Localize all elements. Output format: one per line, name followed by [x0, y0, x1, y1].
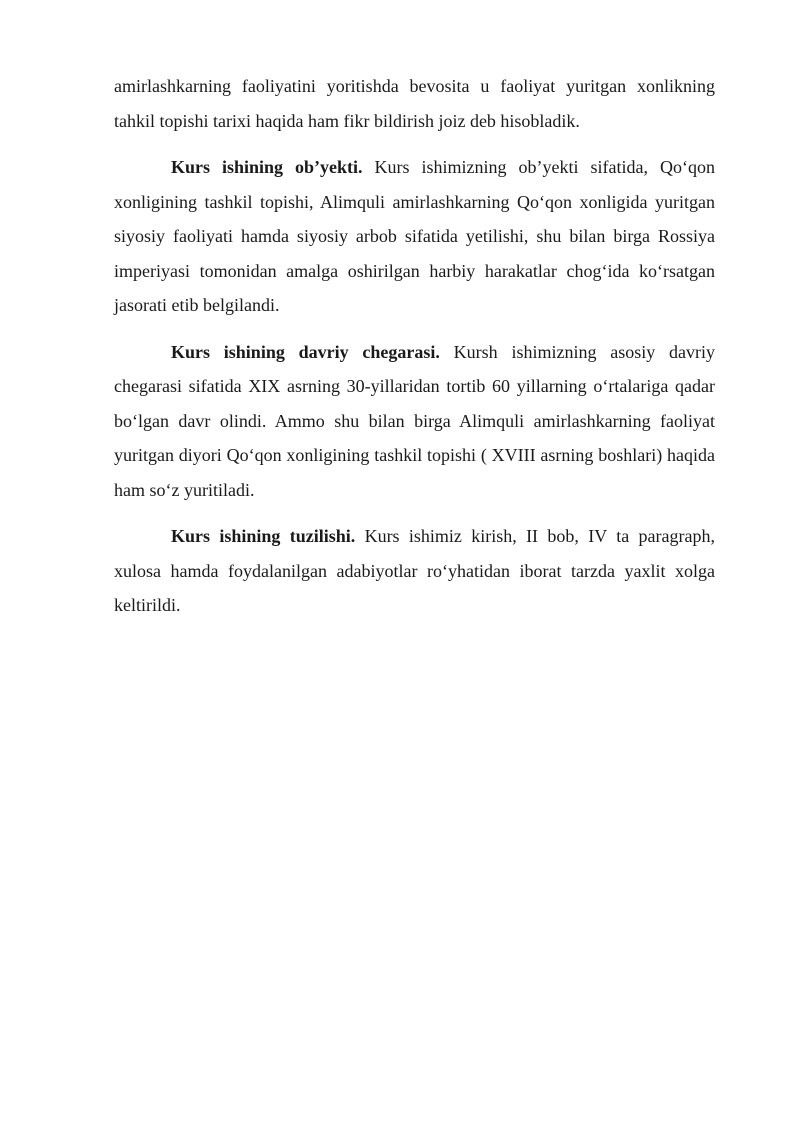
paragraph-period — [114, 335, 715, 508]
paragraph-text: Kurs ishimizning ob’yekti sifatida, Qo‘qon xonligining tashkil topishi, Alimquli amirlashkarning Qo‘qon xonligida yuritgan siyosiy faoliyati hamda siyosiy arbob sifatida yetilishi, shu bilan birga Rossiya imperiyasi tomonidan amalga oshirilgan harbiy harakatlar chog‘ida ko‘rsatgan jasorati etib belgilandi. — [114, 157, 715, 315]
paragraph-text: Kursh ishimizning asosiy davriy chegarasi sifatida XIX asrning 30-yillaridan tortib 60 yillarning o‘rtalariga qadar bo‘lgan davr olindi. Ammo shu bilan birga Alimquli amirlashkarning faoliyat yuritgan diyori Qo‘qon xonligining tashkil topishi ( XVIII asrning boshlari) haqida ham so‘z yuritiladi. — [114, 341, 716, 500]
paragraph-text: Kurs ishimiz kirish, II bob, IV ta paragraph, xulosa hamda foydalanilgan adabiyotlar ro‘yhatidan iborat tarzda yaxlit xolga keltirildi. — [114, 526, 715, 615]
paragraph-continuation — [114, 69, 715, 138]
paragraph-object — [114, 150, 715, 323]
paragraph-text: amirlashkarning faoliyatini yoritishda bevosita u faoliyat yuritgan xonlikning tahkil topishi tarixi haqida ham fikr bildirish joiz deb hisobladik. — [114, 76, 715, 131]
paragraph-heading: Kurs ishining ob’yekti. — [171, 157, 363, 177]
paragraph-heading: Kurs ishining davriy chegarasi. — [171, 341, 440, 362]
paragraph-structure — [114, 519, 715, 623]
document-page — [114, 69, 715, 635]
paragraph-heading: Kurs ishining tuzilishi. — [171, 526, 356, 546]
